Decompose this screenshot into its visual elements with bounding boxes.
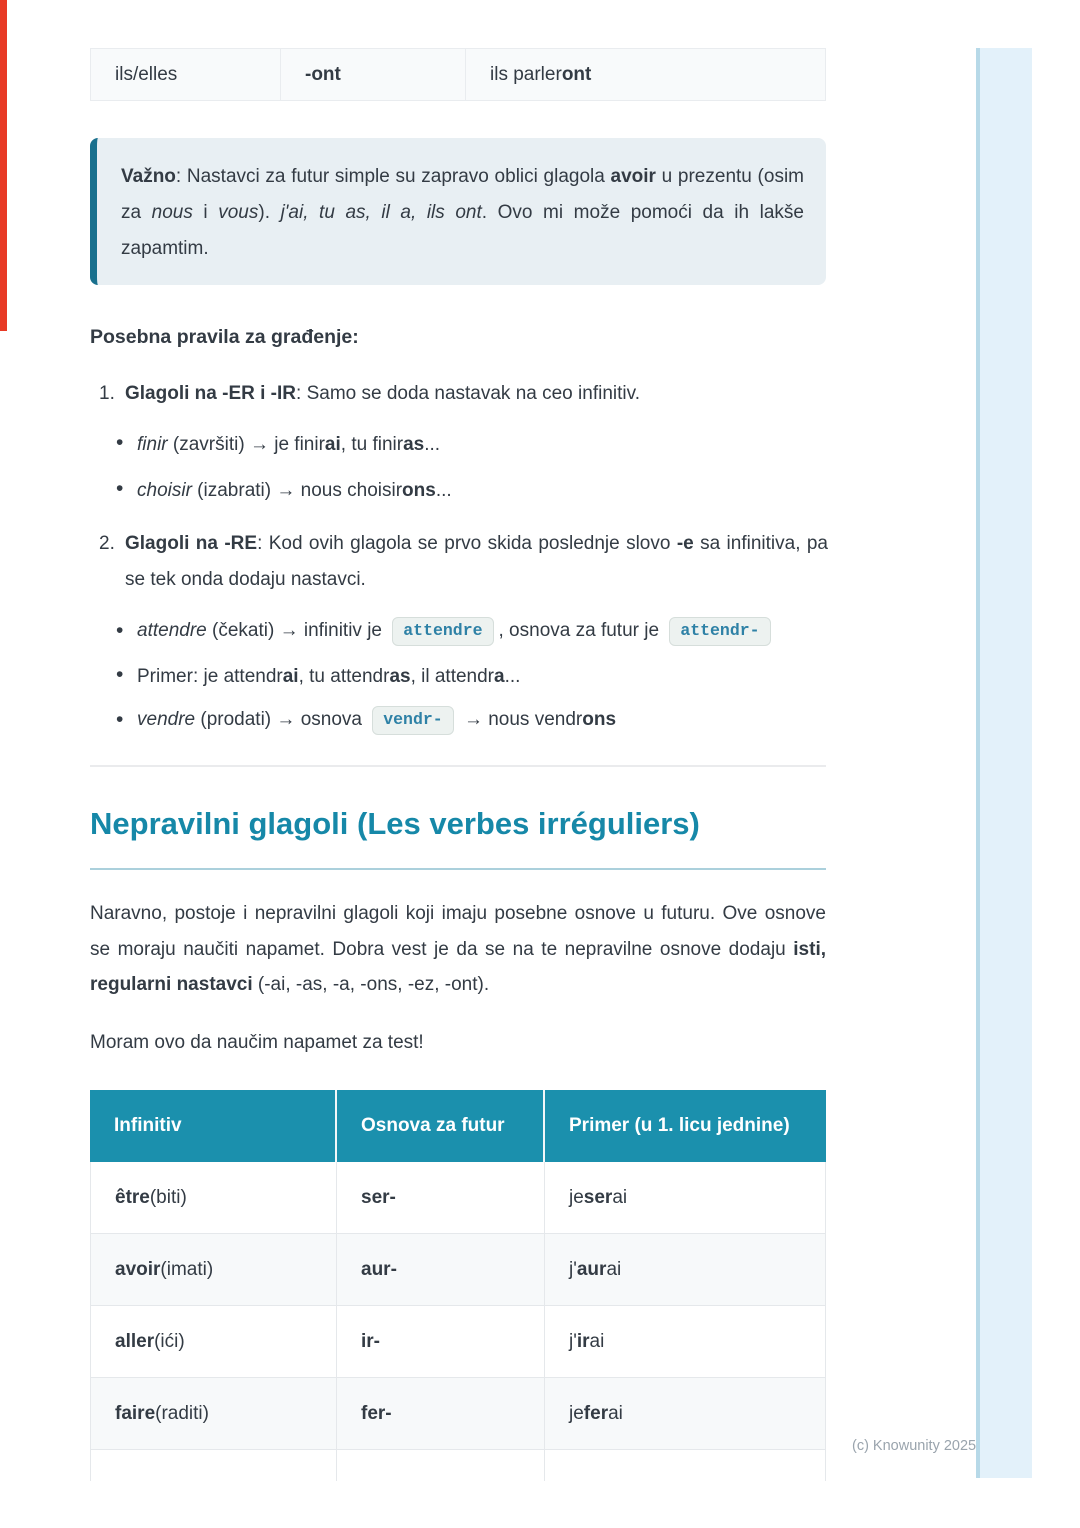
list-item xyxy=(90,660,826,694)
list-item xyxy=(90,428,826,462)
table-cell: je ser ai xyxy=(569,1186,628,1208)
table-header-row xyxy=(90,1090,826,1162)
table-cell: j' aur ai xyxy=(569,1258,622,1280)
list-item xyxy=(90,612,826,650)
table-cell xyxy=(91,1450,337,1481)
bullet-icon: • xyxy=(116,619,124,642)
table-cell: ir- xyxy=(337,1306,545,1377)
next-page-edge-strip xyxy=(976,48,1032,1478)
callout-text: Važno: Nastavci za futur simple su zapravo oblici glagola avoir u prezentu (osim za nous i vous). j'ai, tu as, il a, ils ont. Ovo mi može pomoći da ih lakše zapamtim. xyxy=(121,166,804,259)
list-item-text: Primer: je attendrai, tu attendras, il attendra... xyxy=(137,666,521,687)
list-item xyxy=(90,474,826,508)
section-divider xyxy=(90,765,826,767)
table-cell: fer- xyxy=(337,1378,545,1449)
ending-cell: -ont xyxy=(281,49,466,100)
table-cell: aur- xyxy=(337,1234,545,1305)
ordered-item-1-text: Glagoli na -ER i -IR: Samo se doda nastavak na ceo infinitiv. xyxy=(125,383,640,404)
list-item-text: attendre (čekati) → infinitiv je attendre , osnova za futur je attendr- xyxy=(137,620,776,641)
section-title: Nepravilni glagoli (Les verbes irréguliers) xyxy=(90,802,826,870)
table-row xyxy=(90,1306,826,1378)
pronoun-cell: ils/elles xyxy=(91,49,281,100)
rules-heading: Posebna pravila za građenje: xyxy=(90,326,359,348)
table-cell xyxy=(545,1450,825,1481)
table-cell: être (biti) xyxy=(91,1162,337,1233)
table-cell xyxy=(337,1450,545,1481)
bullet-icon: • xyxy=(116,477,124,500)
intro-paragraph-text: Naravno, postoje i nepravilni glagoli koji imaju posebne osnove u futuru. Ove osnove se moraju naučiti napamet. Dobra vest je da se na te nepravilne osnove dodaju isti, regularni nastavci (-ai, -as, -a, -ons, -ez, -ont). xyxy=(90,903,826,995)
table-cell: faire (raditi) xyxy=(91,1378,337,1449)
personal-note: Moram ovo da naučim napamet za test! xyxy=(90,1032,424,1053)
list-item xyxy=(90,701,826,739)
ordered-item-2 xyxy=(99,526,828,597)
bullet-icon: • xyxy=(116,663,124,686)
list-item-text: choisir (izabrati) → nous choisirons... xyxy=(137,480,452,501)
table-cell: aller (ići) xyxy=(91,1306,337,1377)
left-edge-red-strip xyxy=(0,0,7,331)
list-number: 1. xyxy=(99,383,115,404)
table-row xyxy=(90,1234,826,1306)
copyright-text: (c) Knowunity 2025 xyxy=(852,1438,977,1454)
intro-paragraph xyxy=(90,896,826,1003)
table-cell: je fer ai xyxy=(569,1402,623,1424)
header-infinitiv: Infinitiv xyxy=(90,1090,337,1162)
example-cell: ils parler ont xyxy=(490,63,592,85)
table-row-partial xyxy=(90,1450,826,1481)
table-cell: j' ir ai xyxy=(569,1330,605,1352)
table-row xyxy=(90,1162,826,1234)
table-cell: ser- xyxy=(337,1162,545,1233)
table-row xyxy=(90,1378,826,1450)
list-item-text: finir (završiti) → je finirai, tu finiras... xyxy=(137,434,441,455)
important-callout xyxy=(90,138,826,285)
list-number: 2. xyxy=(99,533,115,554)
list-item-text: vendre (prodati) → osnova vendr- → nous vendrons xyxy=(137,709,616,730)
ordered-item-1 xyxy=(99,377,826,411)
bullet-icon: • xyxy=(116,431,124,454)
ordered-item-2-text: Glagoli na -RE: Kod ovih glagola se prvo skida poslednje slovo -e sa infinitiva, pa se tek onda dodaju nastavci. xyxy=(125,533,828,590)
irregular-verbs-table xyxy=(90,1090,826,1481)
conjugation-table-row xyxy=(90,48,826,101)
header-primer: Primer (u 1. licu jednine) xyxy=(569,1115,790,1136)
header-osnova: Osnova za futur xyxy=(337,1090,545,1162)
bullet-icon: • xyxy=(116,708,124,731)
table-cell: avoir (imati) xyxy=(91,1234,337,1305)
